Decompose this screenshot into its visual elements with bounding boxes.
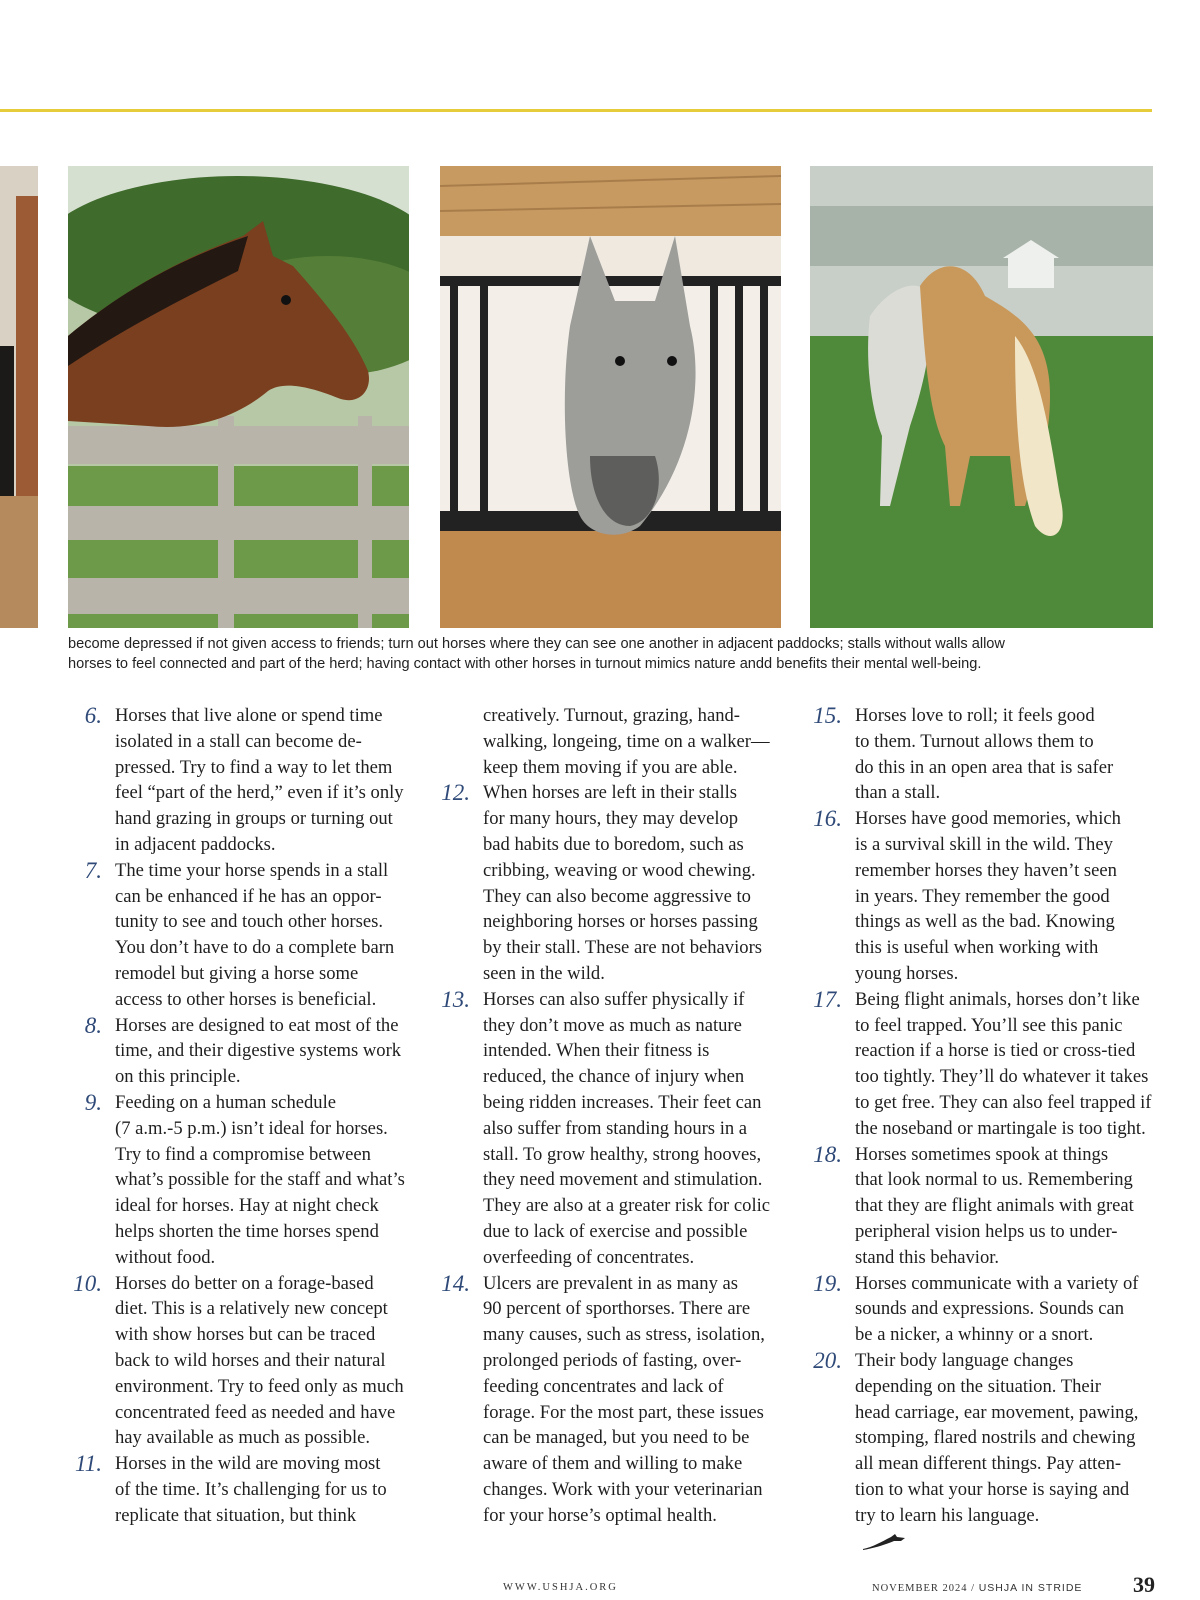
item-text-line: of the time. It’s challenging for us to bbox=[115, 1478, 387, 1500]
item-text-line: feel “part of the herd,” even if it’s only bbox=[115, 782, 404, 804]
item-text-line: this is useful when working with bbox=[855, 937, 1099, 959]
footer-website: WWW.USHJA.ORG bbox=[503, 1582, 618, 1593]
item-text-line: Being flight animals, horses don’t like bbox=[855, 988, 1140, 1010]
item-text-line: to them. Turnout allows them to bbox=[855, 730, 1094, 752]
list-item bbox=[68, 1090, 418, 1271]
caption-line: horses to feel connected and part of the herd; having contact with other horses in turnout mimics nature andd benefits their mental well-being. bbox=[68, 656, 982, 672]
item-text-line: concentrated feed as needed and have bbox=[115, 1401, 396, 1423]
item-text-line: than a stall. bbox=[855, 782, 941, 804]
item-text-line: can be enhanced if he has an oppor- bbox=[115, 885, 382, 907]
item-continuation bbox=[436, 703, 790, 780]
item-text-line: being ridden increases. Their feet can bbox=[483, 1091, 762, 1113]
item-text-line: time, and their digestive systems work bbox=[115, 1040, 402, 1062]
item-text-line: things as well as the bad. Knowing bbox=[855, 911, 1115, 933]
item-text-line: they need movement and stimulation. bbox=[483, 1169, 763, 1191]
item-text-line: replicate that situation, but think bbox=[115, 1504, 357, 1526]
list-item bbox=[808, 806, 1158, 987]
item-text-line: diet. This is a relatively new concept bbox=[115, 1298, 388, 1320]
list-item bbox=[436, 780, 790, 986]
item-number: 17. bbox=[813, 986, 842, 1012]
item-text-line: is a survival skill in the wild. They bbox=[855, 833, 1113, 855]
item-text-line: seen in the wild. bbox=[483, 962, 605, 984]
item-text-line: pressed. Try to find a way to let them bbox=[115, 756, 393, 778]
item-text-line: Feeding on a human schedule bbox=[115, 1091, 337, 1113]
item-text-line: neighboring horses or horses passing bbox=[483, 911, 758, 933]
item-text-line: in years. They remember the good bbox=[855, 885, 1110, 907]
item-text-line: too tightly. They’ll do whatever it takes bbox=[855, 1066, 1149, 1088]
item-text-line: all mean different things. Pay atten- bbox=[855, 1453, 1122, 1475]
item-number: 10. bbox=[73, 1270, 102, 1296]
item-text-line: Horses communicate with a variety of bbox=[855, 1272, 1139, 1294]
item-number: 16. bbox=[813, 806, 842, 832]
item-text-line: Horses do better on a forage-based bbox=[115, 1272, 374, 1294]
item-text-line: remember horses they haven’t seen bbox=[855, 859, 1117, 881]
item-text-line: that they are flight animals with great bbox=[855, 1195, 1134, 1217]
item-number: 20. bbox=[813, 1347, 842, 1373]
item-text-line: peripheral vision helps us to under- bbox=[855, 1220, 1118, 1242]
footer-issue-date: NOVEMBER 2024 bbox=[872, 1583, 968, 1594]
article-column-1 bbox=[68, 703, 418, 1529]
item-text-line: They can also become aggressive to bbox=[483, 885, 751, 907]
item-text-line: feeding concentrates and lack of bbox=[483, 1375, 724, 1397]
item-text-line: cribbing, weaving or wood chewing. bbox=[483, 859, 756, 881]
item-text-line: they don’t move as much as nature bbox=[483, 1014, 742, 1036]
item-number: 15. bbox=[813, 703, 842, 728]
item-text-line: isolated in a stall can become de- bbox=[115, 730, 362, 752]
item-text-line: Try to find a compromise between bbox=[115, 1143, 371, 1165]
item-text-line: keep them moving if you are able. bbox=[483, 756, 738, 778]
footer-publication: USHJA IN STRIDE bbox=[978, 1582, 1083, 1594]
item-text-line: tunity to see and touch other horses. bbox=[115, 911, 384, 933]
item-text-line: young horses. bbox=[855, 962, 959, 984]
horse-end-mark-icon bbox=[861, 1532, 907, 1552]
item-text-line: 90 percent of sporthorses. There are bbox=[483, 1298, 751, 1320]
item-text-line: to feel trapped. You’ll see this panic bbox=[855, 1014, 1123, 1036]
item-text-line: changes. Work with your veterinarian bbox=[483, 1478, 763, 1500]
item-text-line: to get free. They can also feel trapped if bbox=[855, 1091, 1152, 1113]
item-text-line: access to other horses is beneficial. bbox=[115, 988, 377, 1010]
list-item bbox=[808, 1271, 1158, 1348]
item-number: 8. bbox=[84, 1012, 102, 1038]
item-text-line: hand grazing in groups or turning out bbox=[115, 808, 393, 830]
caption-line: become depressed if not given access to friends; turn out horses where they can see one another in adjacent paddocks; stalls without walls allow bbox=[68, 636, 1005, 652]
article-column-2 bbox=[436, 703, 790, 1529]
item-text-line: ideal for horses. Hay at night check bbox=[115, 1195, 379, 1217]
list-item bbox=[68, 703, 418, 858]
item-text-line: aware of them and willing to make bbox=[483, 1453, 743, 1475]
item-text-line: forage. For the most part, these issues bbox=[483, 1401, 764, 1423]
list-item bbox=[68, 1451, 418, 1528]
item-text-line: creatively. Turnout, grazing, hand- bbox=[483, 705, 740, 726]
item-text-line: tion to what your horse is saying and bbox=[855, 1478, 1130, 1500]
item-text-line: hay available as much as possible. bbox=[115, 1427, 371, 1449]
item-text-line: depending on the situation. Their bbox=[855, 1375, 1101, 1397]
item-number: 11. bbox=[74, 1451, 102, 1477]
item-text-line: for many hours, they may develop bbox=[483, 808, 739, 830]
item-number: 14. bbox=[441, 1270, 470, 1296]
item-text-line: for your horse’s optimal health. bbox=[483, 1504, 717, 1526]
item-number: 13. bbox=[441, 986, 470, 1012]
item-text-line: Horses love to roll; it feels good bbox=[855, 705, 1095, 726]
item-text-line: what’s possible for the staff and what’s bbox=[115, 1169, 405, 1191]
item-text-line: helps shorten the time horses spend bbox=[115, 1220, 379, 1242]
item-text-line: with show horses but can be traced bbox=[115, 1324, 376, 1346]
item-text-line: can be managed, but you need to be bbox=[483, 1427, 750, 1449]
photo-two-horses-in-pasture bbox=[810, 166, 1153, 628]
list-item bbox=[808, 703, 1158, 806]
item-text-line: without food. bbox=[115, 1246, 216, 1268]
item-text-line: also suffer from standing hours in a bbox=[483, 1117, 748, 1139]
item-number: 18. bbox=[813, 1141, 842, 1167]
photo-bay-horse-at-fence bbox=[68, 166, 409, 628]
item-text-line: Horses that live alone or spend time bbox=[115, 705, 383, 726]
item-text-line: intended. When their fitness is bbox=[483, 1040, 710, 1062]
list-item bbox=[436, 1271, 790, 1529]
item-number: 19. bbox=[813, 1270, 842, 1296]
item-text-line: by their stall. These are not behaviors bbox=[483, 937, 762, 959]
item-text-line: reduced, the chance of injury when bbox=[483, 1066, 745, 1088]
item-text-line: many causes, such as stress, isolation, bbox=[483, 1324, 765, 1346]
list-item bbox=[808, 1142, 1158, 1271]
item-text-line: in adjacent paddocks. bbox=[115, 833, 276, 855]
list-item bbox=[68, 1271, 418, 1452]
item-text-line: Horses sometimes spook at things bbox=[855, 1143, 1109, 1165]
item-text-line: overfeeding of concentrates. bbox=[483, 1246, 695, 1268]
list-item bbox=[436, 987, 790, 1271]
item-text-line: Horses are designed to eat most of the bbox=[115, 1014, 399, 1036]
item-number: 7. bbox=[84, 857, 102, 883]
item-text-line: Horses in the wild are moving most bbox=[115, 1453, 381, 1475]
page-number: 39 bbox=[1133, 1572, 1155, 1597]
item-text-line: back to wild horses and their natural bbox=[115, 1349, 386, 1371]
item-text-line: remodel but giving a horse some bbox=[115, 962, 359, 984]
item-text-line: Ulcers are prevalent in as many as bbox=[483, 1272, 739, 1294]
item-text-line: stomping, flared nostrils and chewing bbox=[855, 1427, 1136, 1449]
photo-cropped-stable bbox=[0, 166, 38, 628]
list-item bbox=[808, 1348, 1158, 1554]
photo-caption bbox=[68, 634, 1158, 674]
article-column-3 bbox=[808, 703, 1158, 1554]
item-number: 6. bbox=[84, 703, 102, 728]
photo-grey-horse-in-stall bbox=[440, 166, 781, 628]
item-text-line: that look normal to us. Remembering bbox=[855, 1169, 1133, 1191]
item-text-line: Horses have good memories, which bbox=[855, 808, 1121, 830]
item-text-line: Their body language changes bbox=[855, 1349, 1074, 1371]
item-text-line: (7 a.m.-5 p.m.) isn’t ideal for horses. bbox=[115, 1117, 388, 1139]
item-text-line: walking, longeing, time on a walker— bbox=[483, 730, 770, 752]
item-text-line: You don’t have to do a complete barn bbox=[115, 937, 395, 959]
footer-separator: / bbox=[971, 1583, 976, 1594]
item-text-line: be a nicker, a whinny or a snort. bbox=[855, 1324, 1094, 1346]
item-text-line: bad habits due to boredom, such as bbox=[483, 833, 744, 855]
footer-issue bbox=[872, 1582, 1082, 1594]
item-text-line: reaction if a horse is tied or cross-tied bbox=[855, 1040, 1136, 1062]
header-rule bbox=[0, 109, 1152, 112]
item-text-line bbox=[855, 1503, 1158, 1555]
item-number: 9. bbox=[84, 1089, 102, 1115]
item-text-line: stall. To grow healthy, strong hooves, bbox=[483, 1143, 762, 1165]
list-item bbox=[68, 858, 418, 1013]
list-item bbox=[808, 987, 1158, 1142]
item-text-line: the noseband or martingale is too tight. bbox=[855, 1117, 1146, 1139]
item-text-line: sounds and expressions. Sounds can bbox=[855, 1298, 1125, 1320]
item-text-line: They are also at a greater risk for colic bbox=[483, 1195, 771, 1217]
item-text-line: due to lack of exercise and possible bbox=[483, 1220, 748, 1242]
item-text-line: prolonged periods of fasting, over- bbox=[483, 1349, 742, 1371]
item-text-last: try to learn his language. bbox=[855, 1504, 1040, 1526]
list-item bbox=[68, 1013, 418, 1090]
item-text-line: stand this behavior. bbox=[855, 1246, 1000, 1268]
item-text-line: environment. Try to feed only as much bbox=[115, 1375, 404, 1397]
item-text-line: do this in an open area that is safer bbox=[855, 756, 1114, 778]
item-text-line: on this principle. bbox=[115, 1066, 241, 1088]
item-text-line: Horses can also suffer physically if bbox=[483, 988, 745, 1010]
item-text-line: head carriage, ear movement, pawing, bbox=[855, 1401, 1139, 1423]
item-text-line: The time your horse spends in a stall bbox=[115, 859, 389, 881]
item-text-line: When horses are left in their stalls bbox=[483, 782, 738, 804]
item-number: 12. bbox=[441, 780, 470, 806]
